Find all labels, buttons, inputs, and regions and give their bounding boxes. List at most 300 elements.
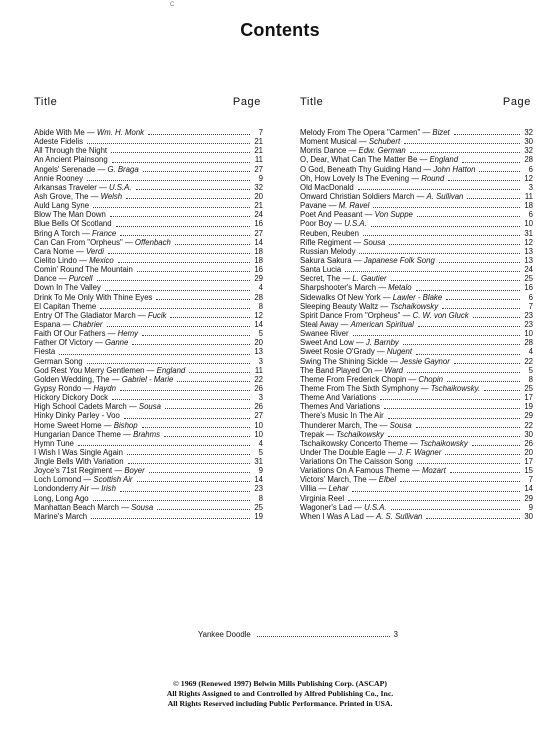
entry-title-group — [300, 329, 349, 338]
dot-leader — [124, 417, 250, 419]
entry-separator: — — [92, 338, 105, 348]
dot-leader — [358, 188, 520, 190]
entry-page: 30 — [524, 429, 533, 439]
entry-title-group — [34, 302, 96, 311]
dot-leader — [400, 480, 520, 482]
entry-composer: M. Ravel — [338, 201, 370, 211]
entry-page: 32 — [524, 128, 533, 137]
entry-title-group — [34, 338, 128, 347]
entry-composer: Wm. H. Monk — [96, 128, 145, 137]
entry-page: 6 — [528, 292, 533, 302]
entry-title: O, Dear, What Can The Matter Be — [300, 155, 418, 165]
entry-composer: John Hatton — [433, 164, 476, 174]
entry-separator: — — [400, 310, 413, 320]
entry-title-group — [300, 183, 354, 192]
entry-page: 20 — [254, 191, 263, 201]
copyright-line: © 1969 (Renewed 1997) Belwin Mills Publishing Corp. (ASCAP) — [173, 679, 387, 688]
entry-title: Rifle Regiment — [300, 237, 352, 247]
entry-page: 10 — [524, 329, 533, 339]
entry-title-group — [300, 347, 412, 356]
entry-separator: — — [88, 191, 101, 201]
left-column-header — [34, 96, 263, 112]
corner-mark: C — [170, 2, 175, 8]
entry-title-group — [300, 512, 422, 521]
toc-entry — [34, 512, 263, 521]
entry-title: Reuben, Reuben — [300, 228, 359, 238]
toc-entry — [300, 375, 533, 384]
entry-page: 24 — [254, 210, 263, 220]
dot-leader — [345, 270, 520, 272]
entry-page: 32 — [524, 146, 533, 156]
dot-leader — [462, 161, 520, 163]
dot-leader — [87, 142, 250, 144]
entry-separator: — — [420, 128, 433, 137]
toc-entry — [300, 448, 533, 457]
entry-composer: C. W. von Gluck — [412, 310, 469, 320]
entry-composer: U.S.A. — [364, 502, 387, 512]
entry-page: 24 — [524, 265, 533, 275]
entry-separator: — — [363, 511, 376, 521]
dot-leader — [107, 325, 251, 327]
entry-title: German Song — [34, 356, 83, 366]
entry-title-group — [300, 484, 348, 493]
toc-entry — [34, 219, 263, 228]
entry-title-group — [34, 274, 93, 283]
dot-leader — [454, 362, 520, 364]
dot-leader — [100, 307, 250, 309]
dot-leader — [170, 316, 250, 318]
entry-title-group — [300, 128, 450, 137]
entry-page: 16 — [254, 265, 263, 275]
entry-separator: — — [84, 128, 97, 137]
entry-separator: — — [56, 274, 69, 284]
dot-leader — [416, 426, 520, 428]
entry-page: 21 — [254, 137, 263, 147]
dot-leader — [388, 435, 520, 437]
toc-entry — [34, 283, 263, 292]
toc-entry — [300, 411, 533, 420]
toc-entry — [300, 128, 533, 137]
entry-title: O God, Beneath Thy Guiding Hand — [300, 164, 422, 174]
entry-title: All Through the Night — [34, 146, 108, 156]
entry-page: 9 — [528, 502, 533, 512]
entry-page: 10 — [524, 219, 533, 229]
toc-entry — [34, 274, 263, 283]
entry-composer: Brahms — [133, 429, 160, 439]
entry-composer: Japanese Folk Song — [363, 255, 435, 265]
dot-leader — [479, 170, 520, 172]
entry-title: Espana — [34, 319, 61, 329]
entry-page: 30 — [524, 137, 533, 147]
entry-composer: Boyer — [124, 466, 145, 476]
entry-title-group — [34, 439, 74, 448]
right-column — [300, 96, 533, 521]
dot-leader — [448, 179, 520, 181]
entry-title: Pavane — [300, 201, 327, 211]
entry-page: 15 — [524, 466, 533, 476]
entry-composer: Offenbach — [134, 237, 171, 247]
entry-title: Theme And Variations — [300, 393, 377, 403]
entry-title-group — [34, 283, 101, 292]
entry-separator: — — [418, 383, 431, 393]
dot-leader — [388, 417, 520, 419]
dot-leader — [148, 133, 250, 135]
entry-page: 32 — [254, 182, 263, 192]
entry-title-group — [34, 146, 107, 155]
toc-entry — [300, 219, 533, 228]
entry-title: Sweet Rosie O'Grady — [300, 347, 375, 357]
entry-title: Spirit Dance From "Orpheus" — [300, 310, 401, 320]
entry-separator: — — [326, 201, 339, 211]
entry-separator: — — [120, 429, 134, 439]
entry-title: Tschaikowsky Concerto Theme — [300, 438, 408, 448]
entry-title: Marine's March — [34, 511, 88, 521]
entry-page: 16 — [254, 219, 263, 229]
dot-leader — [403, 343, 520, 345]
entry-page: 27 — [254, 228, 263, 238]
entry-page: 27 — [254, 411, 263, 421]
toc-entry — [300, 366, 533, 375]
title-heading: Title — [300, 96, 324, 108]
dot-leader — [87, 179, 250, 181]
entry-composer: Lehar — [328, 484, 349, 494]
dot-leader — [257, 636, 390, 637]
toc-entry — [300, 192, 533, 201]
entry-page: 5 — [528, 365, 533, 375]
toc-entry — [300, 402, 533, 411]
entry-composer: A. Sullivan — [426, 191, 464, 201]
toc-entry — [300, 393, 533, 402]
entry-page: 17 — [524, 457, 533, 467]
entry-title-group — [34, 229, 116, 238]
entry-composer: Jessie Gaynor — [399, 356, 450, 366]
entry-separator: — — [89, 484, 102, 494]
entry-page: 3 — [393, 630, 398, 639]
entry-page: 23 — [254, 484, 263, 494]
toc-entry — [34, 311, 263, 320]
entry-separator: — — [414, 191, 427, 201]
dot-leader — [175, 243, 250, 245]
toc-entry — [300, 475, 533, 484]
entry-title: Variations On A Famous Theme — [300, 466, 410, 476]
entry-page: 3 — [258, 356, 263, 366]
entry-page: 16 — [524, 283, 533, 293]
entry-title-group — [34, 393, 108, 402]
entry-page: 6 — [528, 210, 533, 220]
entry-title-group — [300, 357, 450, 366]
entry-title-group — [34, 357, 83, 366]
entry-page: 26 — [524, 438, 533, 448]
dot-leader — [157, 508, 250, 510]
entry-title: Loch Lomond — [34, 475, 82, 485]
dot-leader — [380, 398, 520, 400]
entry-title-group — [34, 265, 133, 274]
entry-title-group — [300, 411, 384, 420]
entry-composer: Bishop — [113, 420, 138, 430]
entry-separator: — — [346, 146, 359, 156]
dot-leader — [447, 380, 520, 382]
entry-title: Jingle Bells With Variation — [34, 457, 124, 467]
dot-leader — [348, 499, 520, 501]
toc-entry — [34, 155, 263, 164]
entry-separator: — — [118, 502, 132, 512]
entry-page: 31 — [524, 228, 533, 238]
dot-leader — [156, 298, 250, 300]
dot-leader — [353, 334, 520, 336]
toc-entry — [34, 229, 263, 238]
entry-separator: — — [101, 420, 114, 430]
entry-title-group — [34, 219, 112, 228]
entry-page: 28 — [524, 338, 533, 348]
entry-title-group — [300, 256, 435, 265]
dot-leader — [416, 353, 520, 355]
entry-page: 19 — [254, 511, 263, 521]
dot-leader — [110, 215, 250, 217]
entry-composer: Tschaikowsky — [419, 438, 468, 448]
entry-title: Blow The Man Down — [34, 210, 106, 220]
toc-entry — [300, 146, 533, 155]
toc-entry — [300, 320, 533, 329]
entry-title: An Ancient Plainsong — [34, 155, 108, 165]
entry-composer: Sousa — [138, 402, 161, 412]
entry-separator: — — [316, 484, 329, 494]
toc-entry — [300, 384, 533, 393]
dot-leader — [105, 289, 250, 291]
entry-title: Manhattan Beach March — [34, 502, 119, 512]
entry-page: 12 — [254, 310, 263, 320]
entry-title: I Wish I Was Single Again — [34, 447, 123, 457]
dot-leader — [389, 243, 520, 245]
dot-leader — [91, 517, 250, 519]
entry-page: 4 — [258, 438, 263, 448]
entry-title-group — [300, 238, 385, 247]
entry-title: Russian Melody — [300, 246, 356, 256]
entry-composer: France — [91, 228, 117, 238]
entry-title-group — [34, 210, 106, 219]
dot-leader — [418, 325, 520, 327]
entry-title: Hinky Dinky Parley - Voo — [34, 411, 120, 421]
entry-separator: — — [356, 137, 369, 147]
entry-page: 8 — [258, 493, 263, 503]
entry-composer: Scottish Air — [93, 475, 133, 485]
entry-title: Virginia Reel — [300, 493, 345, 503]
entry-title: Drink To Me Only With Thine Eyes — [34, 292, 153, 302]
entry-title: Adeste Fidelis — [34, 137, 83, 147]
toc-entry — [300, 357, 533, 366]
dot-leader — [142, 334, 250, 336]
toc-entry — [34, 293, 263, 302]
toc-entry — [300, 503, 533, 512]
entry-composer: Tschaikowsky — [336, 429, 384, 439]
entry-page: 5 — [258, 329, 263, 339]
entry-title-group — [300, 247, 355, 256]
entry-page: 27 — [254, 164, 263, 174]
entry-separator: — — [144, 365, 157, 375]
entry-title: Variations On The Caisson Song — [300, 457, 413, 467]
entry-page: 18 — [254, 246, 263, 256]
entry-title-group — [300, 384, 480, 393]
entry-title: Bring A Torch — [34, 228, 80, 238]
entry-title-group — [300, 466, 446, 475]
toc-entry — [34, 366, 263, 375]
entry-page: 28 — [524, 155, 533, 165]
entry-separator: — — [105, 329, 118, 339]
entry-page: 25 — [524, 274, 533, 284]
toc-entry — [34, 265, 263, 274]
entry-page: 3 — [528, 182, 533, 192]
entry-composer: England — [156, 365, 186, 375]
entry-title-group — [300, 174, 444, 183]
entry-separator: — — [387, 356, 400, 366]
entry-title-group — [34, 503, 153, 512]
toc-entry — [34, 329, 263, 338]
toc-entry — [300, 137, 533, 146]
entry-page: 26 — [254, 383, 263, 393]
dot-leader — [472, 444, 520, 446]
entry-title: Gypsy Rondo — [34, 383, 82, 393]
toc-entry — [300, 484, 533, 493]
dot-leader — [467, 197, 520, 199]
dot-leader — [484, 389, 520, 391]
entry-composer: A. S. Sullivan — [376, 511, 423, 521]
left-column — [34, 96, 263, 521]
entry-separator: — — [362, 210, 375, 220]
toc-entry — [300, 338, 533, 347]
entry-composer: Sousa — [363, 237, 386, 247]
page-heading: Page — [502, 96, 531, 108]
entry-separator: — — [135, 310, 148, 320]
entry-title-group — [34, 347, 55, 356]
entry-title: Old MacDonald — [300, 182, 354, 192]
entry-title: Swing The Shining Sickle — [300, 356, 388, 366]
dot-leader — [59, 353, 250, 355]
entry-page: 21 — [254, 146, 263, 156]
dot-leader — [97, 279, 250, 281]
entry-title: Dance — [34, 274, 57, 284]
entry-page: 20 — [524, 447, 533, 457]
entry-separator: — — [332, 219, 345, 229]
entry-title: Yankee Doodle — [198, 630, 251, 639]
entry-page: 7 — [528, 301, 533, 311]
entry-page: 3 — [258, 393, 263, 403]
entry-title: God Rest You Merry Gentlemen — [34, 365, 145, 375]
entry-separator: — — [126, 402, 139, 412]
entry-composer: Tschaikowsky — [390, 301, 439, 311]
entry-title-group — [34, 329, 138, 338]
dot-leader — [112, 398, 250, 400]
dot-leader — [149, 471, 250, 473]
entry-separator: — — [376, 283, 389, 293]
toc-entry — [300, 283, 533, 292]
dot-leader — [445, 453, 520, 455]
entry-composer: Elbel — [378, 475, 397, 485]
entry-title-group — [34, 512, 87, 521]
entry-composer: Edw. German — [358, 146, 406, 156]
dot-leader — [373, 206, 520, 208]
entry-page: 8 — [258, 301, 263, 311]
entry-composer: J. Barnby — [365, 338, 399, 348]
entry-title: Home Sweet Home — [34, 420, 102, 430]
entry-title: Fiesta — [34, 347, 56, 357]
entry-separator: — — [340, 274, 353, 284]
entry-page: 7 — [528, 475, 533, 485]
entry-composer: J. F. Wagner — [397, 447, 442, 457]
entry-title: Abide With Me — [34, 128, 85, 137]
entry-page: 14 — [254, 319, 263, 329]
entry-title: Villia — [300, 484, 317, 494]
dot-leader — [442, 307, 520, 309]
dot-leader — [108, 252, 250, 254]
entry-separator: — — [60, 319, 73, 329]
dot-leader — [404, 142, 520, 144]
entry-title: Poor Boy — [300, 219, 333, 229]
entry-title: Ash Grove, The — [34, 191, 89, 201]
entry-title-group — [300, 402, 380, 411]
entry-title: Morris Dance — [300, 146, 347, 156]
entry-title-group — [300, 421, 412, 430]
entry-composer: Lawler - Blake — [392, 292, 443, 302]
entry-composer: Welsh — [100, 191, 123, 201]
dot-leader — [116, 225, 250, 227]
toc-entry — [34, 338, 263, 347]
entry-separator: — — [409, 173, 422, 183]
entry-title: Trepak — [300, 429, 324, 439]
entry-title: High School Cadets March — [34, 402, 127, 412]
entry-separator: — — [421, 164, 434, 174]
entry-separator: — — [76, 255, 90, 265]
entry-title-group — [34, 192, 122, 201]
entry-page: 26 — [254, 402, 263, 412]
entry-title: Moment Musical — [300, 137, 357, 147]
entry-page: 28 — [254, 292, 263, 302]
dot-leader — [177, 380, 250, 382]
toc-entry — [34, 128, 263, 137]
entry-page: 25 — [524, 383, 533, 393]
right-column-header — [300, 96, 533, 112]
toc-entry — [34, 375, 263, 384]
entry-separator: — — [96, 182, 109, 192]
copyright-notice — [0, 679, 560, 709]
dot-leader — [120, 234, 250, 236]
entry-separator: — — [73, 246, 87, 256]
toc-entry — [34, 430, 263, 439]
entry-title: Theme From Frederick Chopin — [300, 374, 407, 384]
rights-reserved-line: All Rights Reserved including Public Performance. Printed in USA. — [167, 699, 393, 708]
entry-page: 14 — [524, 484, 533, 494]
toc-entry — [34, 174, 263, 183]
dot-leader — [446, 298, 520, 300]
entry-page: 4 — [528, 347, 533, 357]
entry-title: Poet And Peasant — [300, 210, 363, 220]
entry-title-group — [300, 283, 412, 292]
entry-title-group — [34, 384, 116, 393]
entry-title-group — [300, 475, 396, 484]
entry-title-group — [300, 137, 400, 146]
entry-page: 29 — [524, 411, 533, 421]
entry-composer: Mozart — [421, 466, 446, 476]
entry-separator: — — [380, 292, 393, 302]
toc-entry — [34, 402, 263, 411]
entry-page: 8 — [528, 374, 533, 384]
toc-entry — [34, 448, 263, 457]
toc-entry — [34, 494, 263, 503]
dot-leader — [120, 389, 250, 391]
entry-title-group — [34, 448, 123, 457]
entry-composer: L. Gautier — [352, 274, 387, 284]
dot-leader — [128, 462, 250, 464]
entry-title-group — [34, 421, 138, 430]
entry-title: Cara Nome — [34, 246, 74, 256]
